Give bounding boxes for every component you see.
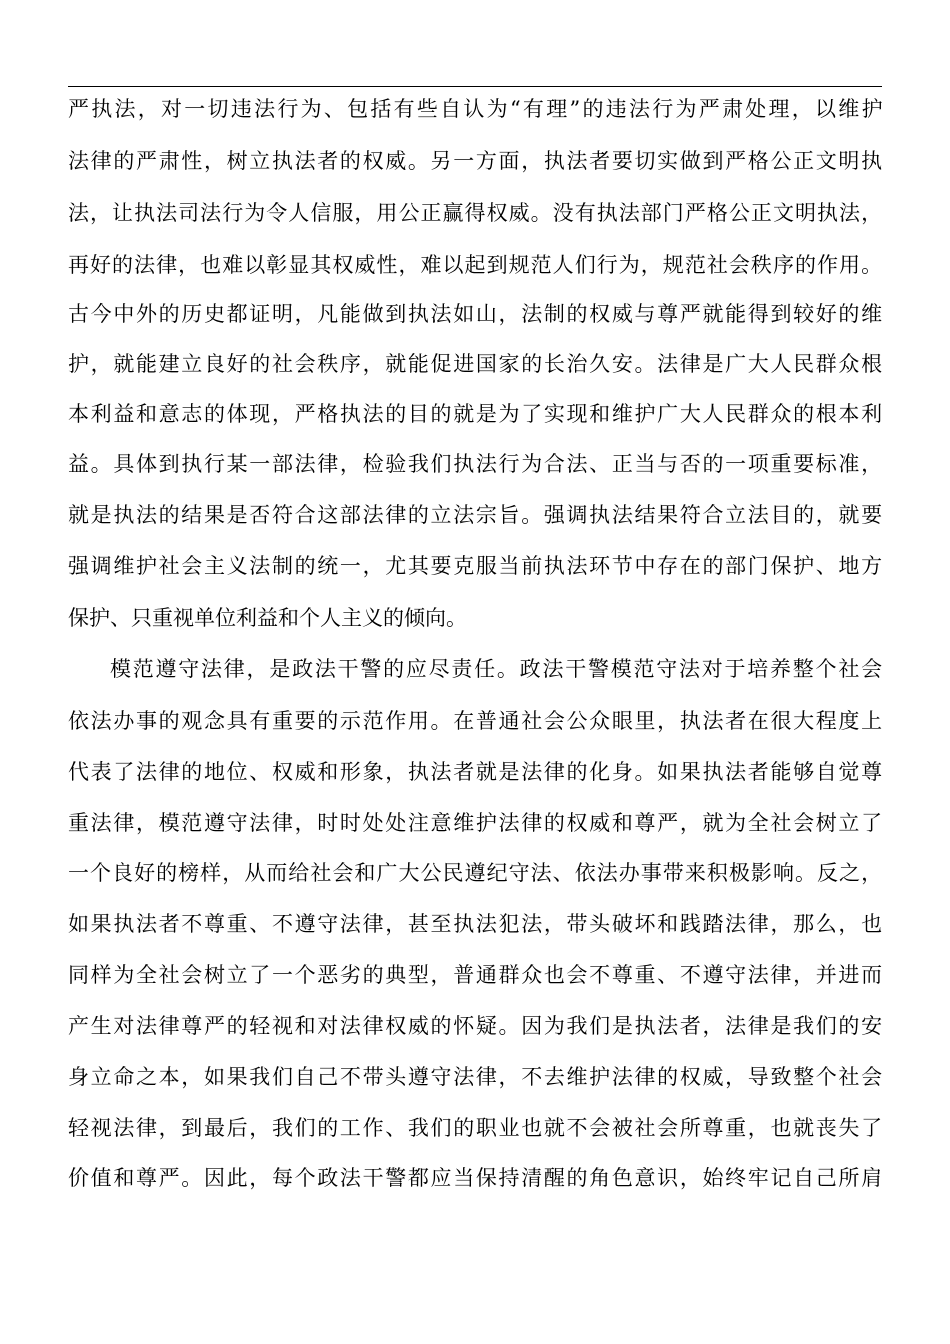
body-text-line: 依法办事的观念具有重要的示范作用。在普通社会公众眼里，执法者在很大程度上 [68,709,884,733]
body-text-line: 严执法，对一切违法行为、包括有些自认为“有理”的违法行为严肃处理，以维护 [68,97,885,121]
body-text-line: 就是执法的结果是否符合这部法律的立法宗旨。强调执法结果符合立法目的，就要 [68,503,884,527]
body-text-line: 保护、只重视单位利益和个人主义的倾向。 [68,606,467,630]
body-text-line: 法律的严肃性，树立执法者的权威。另一方面，执法者要切实做到严格公正文明执 [68,149,884,173]
body-text-line: 再好的法律，也难以彰显其权威性，难以起到规范人们行为，规范社会秩序的作用。 [68,253,884,277]
header-rule [68,86,882,87]
body-text-line: 护，就能建立良好的社会秩序，就能促进国家的长治久安。法律是广大人民群众根 [68,352,884,376]
body-text-line: 轻视法律，到最后，我们的工作、我们的职业也就不会被社会所尊重，也就丧失了 [68,1116,884,1140]
body-text-line: 同样为全社会树立了一个恶劣的典型，普通群众也会不尊重、不遵守法律，并进而 [68,963,884,987]
body-text-line: 产生对法律尊严的轻视和对法律权威的怀疑。因为我们是执法者，法律是我们的安 [68,1014,884,1038]
body-text-line: 如果执法者不尊重、不遵守法律，甚至执法犯法，带头破坏和践踏法律，那么，也 [68,912,884,936]
body-text-line: 重法律，模范遵守法律，时时处处注意维护法律的权威和尊严，就为全社会树立了 [68,811,884,835]
body-text-line: 一个良好的榜样，从而给社会和广大公民遵纪守法、依法办事带来积极影响。反之， [68,861,884,885]
body-text-line: 本利益和意志的体现，严格执法的目的就是为了实现和维护广大人民群众的根本利 [68,402,884,426]
body-text-line: 身立命之本，如果我们自己不带头遵守法律，不去维护法律的权威，导致整个社会 [68,1065,884,1089]
body-text-line: 代表了法律的地位、权威和形象，执法者就是法律的化身。如果执法者能够自觉尊 [68,760,884,784]
body-text-line: 价值和尊严。因此，每个政法干警都应当保持清醒的角色意识，始终牢记自己所肩 [68,1166,884,1190]
body-text-line: 模范遵守法律，是政法干警的应尽责任。政法干警模范守法对于培养整个社会 [110,657,884,681]
body-text-line: 法，让执法司法行为令人信服，用公正赢得权威。没有执法部门严格公正文明执法， [68,201,884,225]
body-text-line: 强调维护社会主义法制的统一，尤其要克服当前执法环节中存在的部门保护、地方 [68,554,884,578]
body-text-line: 益。具体到执行某一部法律，检验我们执法行为合法、正当与否的一项重要标准， [68,452,884,476]
body-text-line: 古今中外的历史都证明，凡能做到执法如山，法制的权威与尊严就能得到较好的维 [68,302,884,326]
